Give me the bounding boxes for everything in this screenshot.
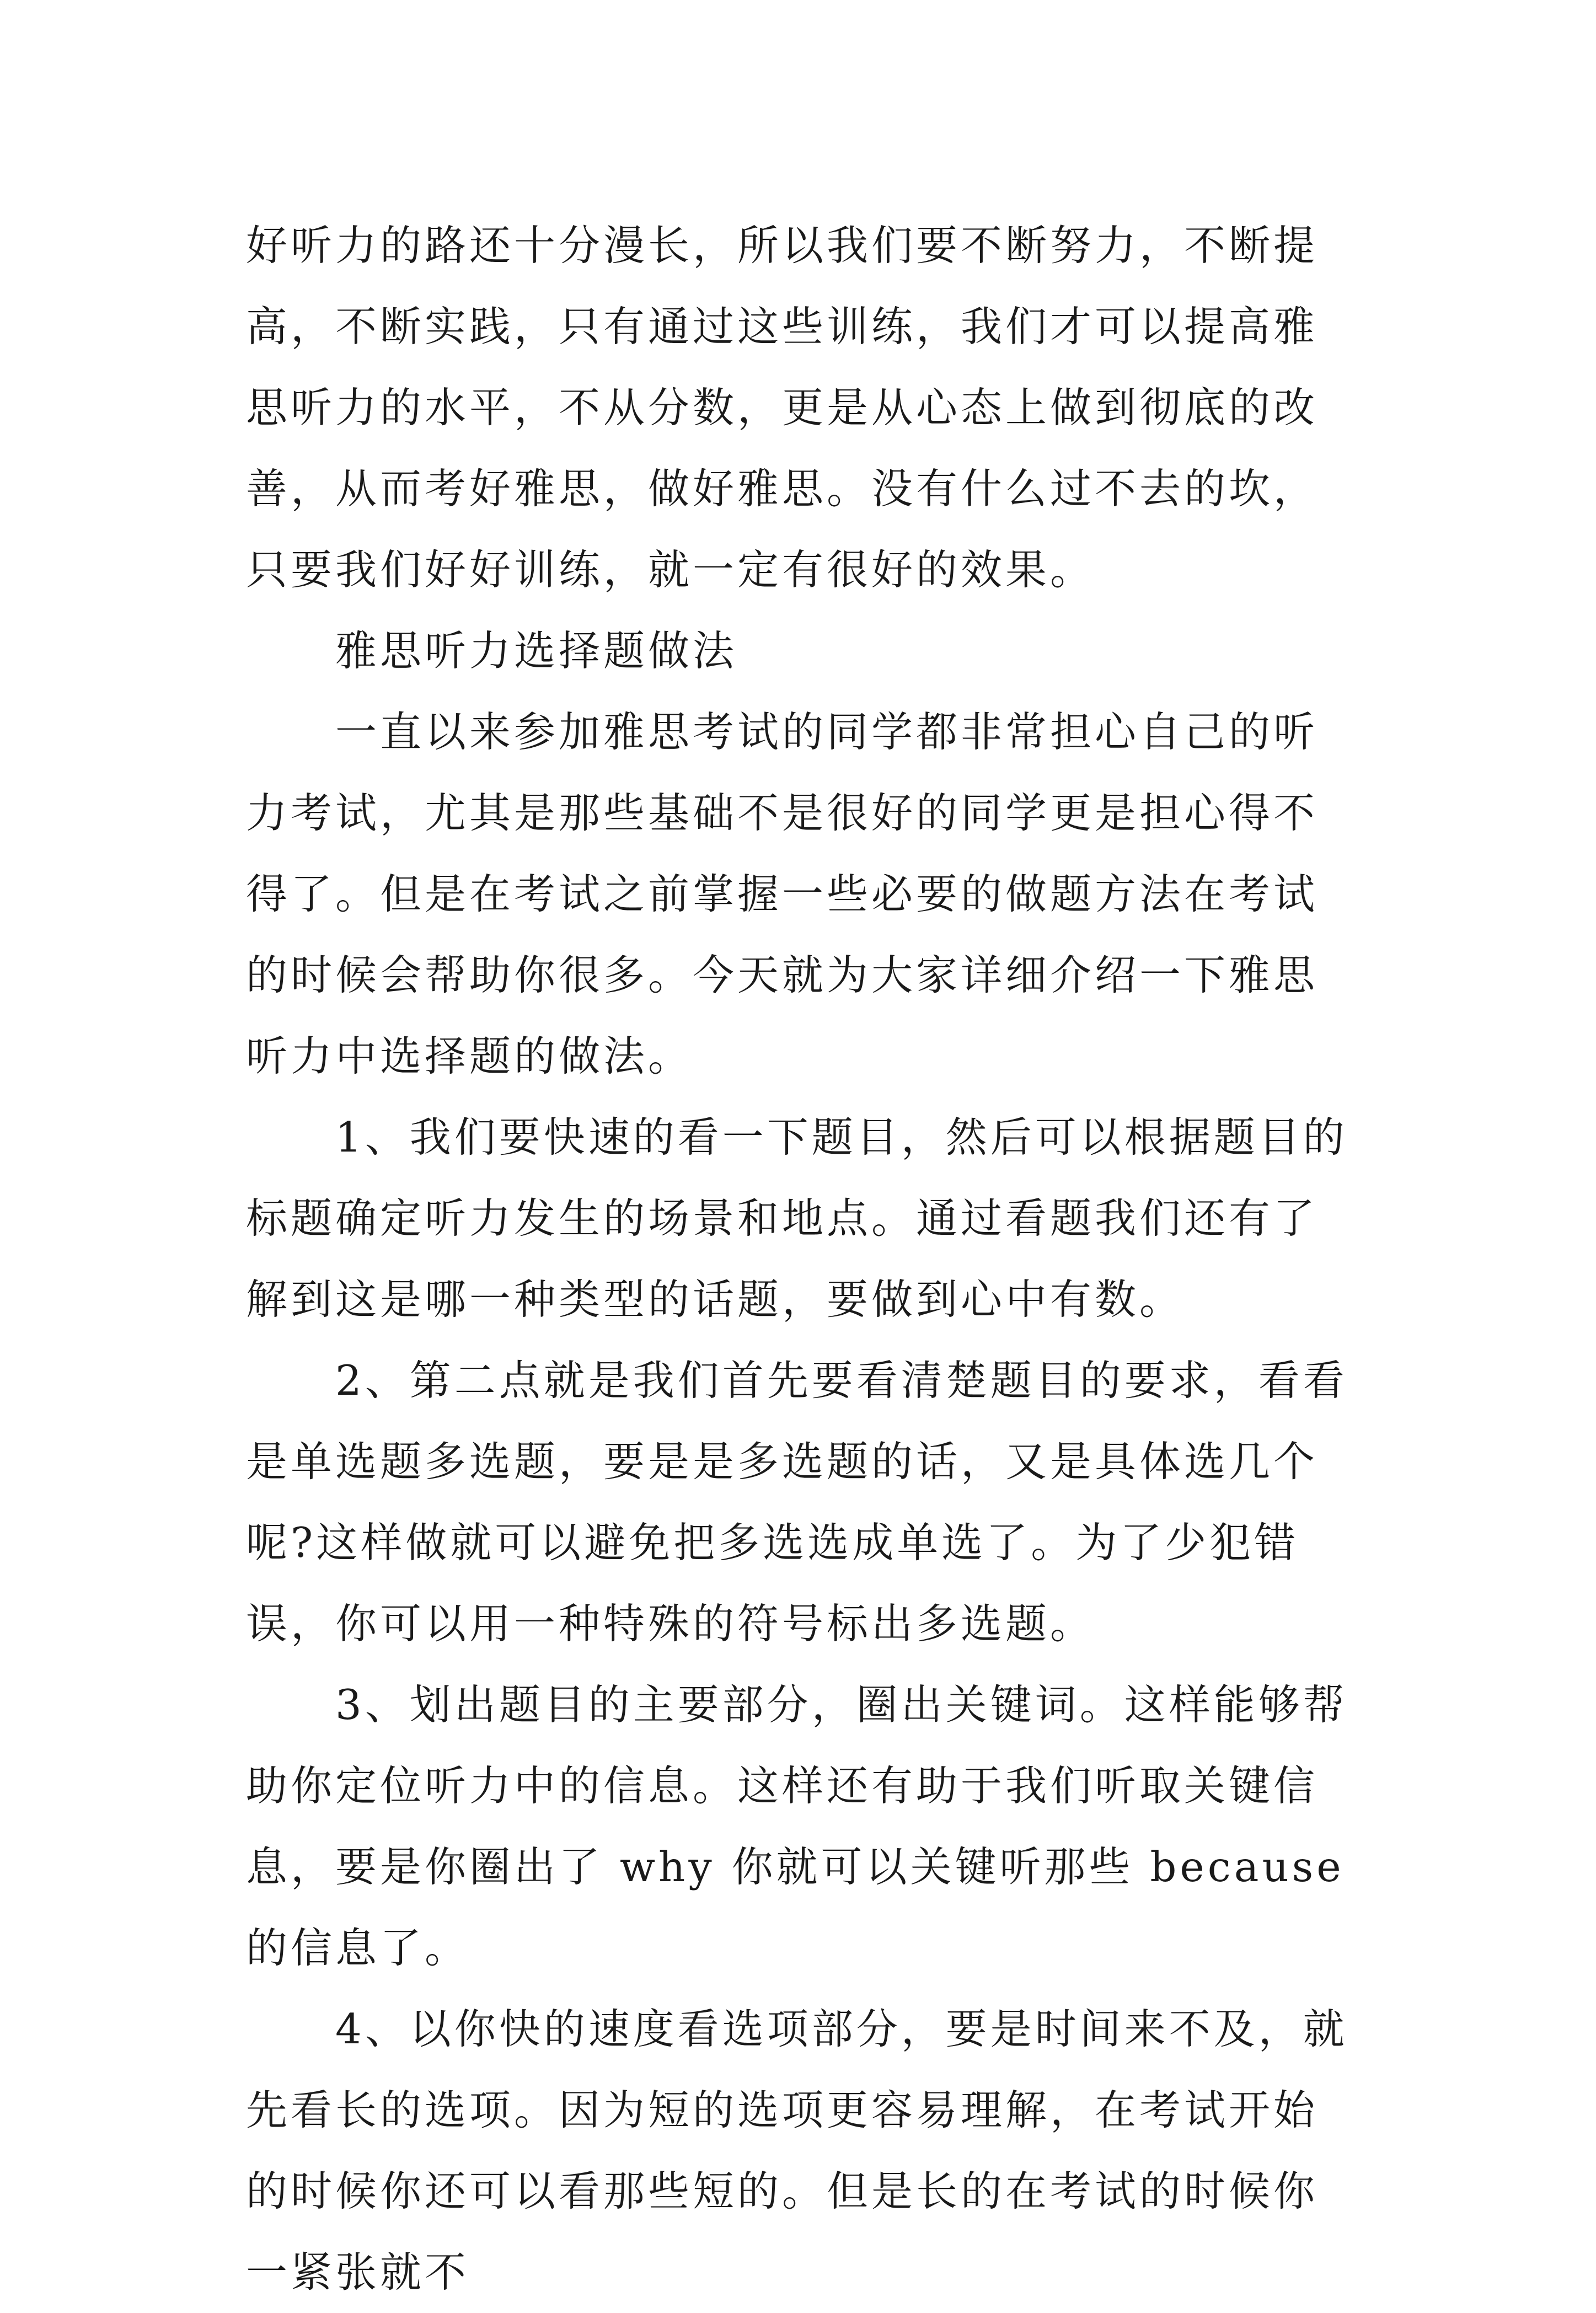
- document-body: [246, 205, 1356, 2313]
- paragraph-point-2: 2、第二点就是我们首先要看清楚题目的要求，看看是单选题多选题，要是是多选题的话，又是具体选几个呢?这样做就可以避免把多选选成单选了。为了少犯错误，你可以用一种特殊的符号标出多选题。: [246, 1356, 1348, 1648]
- paragraph-point-1: 1、我们要快速的看一下题目，然后可以根据题目的标题确定听力发生的场景和地点。通过看题我们还有了解到这是哪一种类型的话题，要做到心中有数。: [246, 1113, 1348, 1324]
- paragraph-point-4: 4、以你快的速度看选项部分，要是时间来不及，就先看长的选项。因为短的选项更容易理解，在考试开始的时候你还可以看那些短的。但是长的在考试的时候你一紧张就不: [246, 2005, 1348, 2296]
- paragraph-point-3: 3、划出题目的主要部分，圈出关键词。这样能够帮助你定位听力中的信息。这样还有助于我们听取关键信息，要是你圈出了 why 你就可以关键听那些 because 的信息了。: [246, 1680, 1348, 1972]
- paragraph-intro: 一直以来参加雅思考试的同学都非常担心自己的听力考试，尤其是那些基础不是很好的同学更是担心得不得了。但是在考试之前掌握一些必要的做题方法在考试的时候会帮助你很多。今天就为大家详细介绍一下雅思听力中选择题的做法。: [246, 708, 1319, 1080]
- section-heading: 雅思听力选择题做法: [335, 627, 738, 675]
- paragraph-continuation: 好听力的路还十分漫长，所以我们要不断努力，不断提高，不断实践，只有通过这些训练，我们才可以提高雅思听力的水平，不从分数，更是从心态上做到彻底的改善，从而考好雅思，做好雅思。没有什么过不去的坎，只要我们好好训练，就一定有很好的效果。: [246, 221, 1319, 594]
